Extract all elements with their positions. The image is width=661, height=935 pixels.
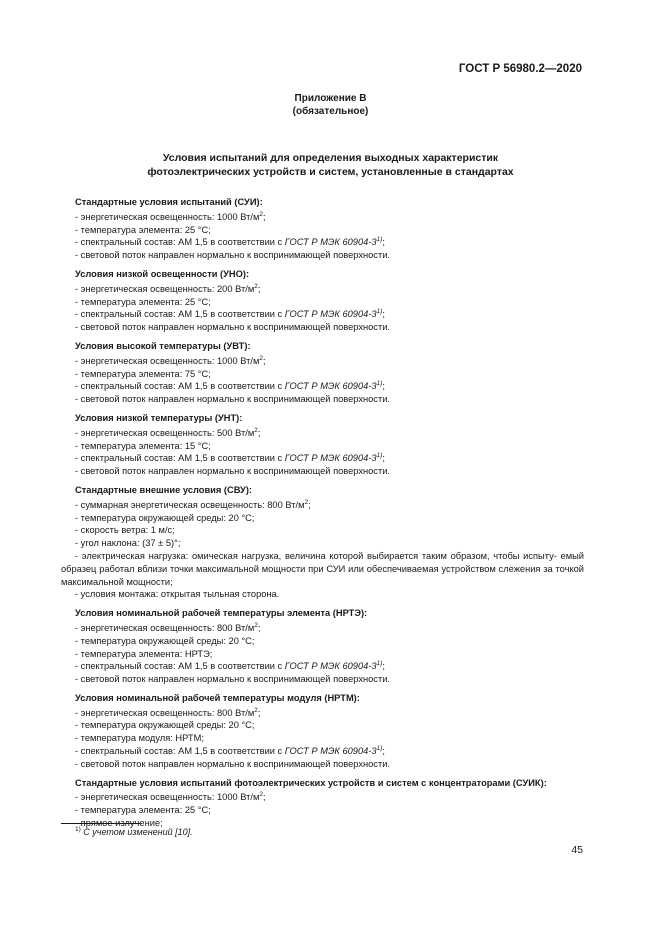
list-item: - энергетическая освещенность: 1000 $Вт/м^2$;: [75, 791, 266, 803]
section-title-uno: Условия низкой освещенности (УНО):: [75, 268, 250, 279]
list-item: - температура элемента: 25 °С;: [75, 296, 211, 307]
list-item: - спектральный состав: АМ 1,5 в соответствии с ГОСТ Р МЭК 60904-3$^{1)}$;: [75, 660, 385, 672]
main-title-line-1: Условия испытаний для определения выходных характеристик: [162, 152, 499, 164]
main-title-line-2: фотоэлектрических устройств и систем, установленные в стандартах: [147, 165, 514, 178]
list-item: - температура элемента: 15 °С;: [75, 440, 211, 451]
section-title-nrte: Условия номинальной рабочей температуры элемента (НРТЭ):: [75, 608, 368, 619]
section-title-uvt: Условия высокой температуры (УВТ):: [75, 340, 251, 351]
list-item: - световой поток направлен нормально к воспринимающей поверхности.: [75, 466, 390, 477]
list-item: - энергетическая освещенность: 800 $Вт/м^2$;: [75, 706, 261, 718]
list-item: - скорость ветра: 1 м/с;: [75, 525, 175, 536]
section-title-sui: Стандартные условия испытаний (СУИ):: [75, 197, 263, 207]
list-item: - прямое излучение;: [75, 818, 163, 829]
main-title: [0, 152, 661, 179]
list-item: - световой поток направлен нормально к воспринимающей поверхности.: [75, 674, 390, 685]
footnote: $^{1)}$ С учетом изменений [10].: [75, 826, 193, 837]
appendix-title: Приложение В: [294, 93, 367, 104]
list-item: - световой поток направлен нормально к воспринимающей поверхности.: [75, 322, 390, 333]
list-item: - энергетическая освещенность: 800 $Вт/м^2$;: [75, 621, 261, 633]
footnote-divider: [61, 823, 140, 824]
list-item: - температура элемента: 25 °С;: [75, 805, 211, 816]
list-item: - температура окружающей среды: 20 °С;: [75, 720, 255, 731]
list-item: - световой поток направлен нормально к воспринимающей поверхности.: [75, 758, 390, 769]
list-item: - спектральный состав: АМ 1,5 в соответствии с ГОСТ Р МЭК 60904-3$^{1)}$;: [75, 452, 385, 464]
list-item: - световой поток направлен нормально к воспринимающей поверхности.: [75, 394, 390, 405]
list-item: - энергетическая освещенность: 200 $Вт/м^2$;: [75, 282, 261, 294]
page-number: 45: [571, 844, 583, 856]
list-item: - спектральный состав: АМ 1,5 в соответствии с ГОСТ Р МЭК 60904-3$^{1)}$;: [75, 380, 385, 392]
list-item: - температура модуля: НРТМ;: [75, 733, 204, 744]
list-item: - температура элемента: НРТЭ;: [75, 648, 213, 659]
list-item: - спектральный состав: АМ 1,5 в соответствии с ГОСТ Р МЭК 60904-3$^{1)}$;: [75, 236, 385, 248]
list-item: - температура окружающей среды: 20 °С;: [75, 635, 255, 646]
document-body: [61, 196, 584, 830]
list-item: - энергетическая освещенность: 1000 $Вт/м^2$;: [75, 210, 266, 222]
list-item: - температура окружающей среды: 20 °С;: [75, 512, 255, 523]
list-item: - температура элемента: 25 °С;: [75, 224, 211, 235]
appendix-heading: [0, 92, 661, 118]
list-item: - энергетическая освещенность: 1000 $Вт/м^2$;: [75, 354, 266, 366]
section-title-suik: Стандартные условия испытаний фотоэлектрических устройств и систем с концентраторами (СУИК):: [75, 777, 547, 788]
section-title-svu: Стандартные внешние условия (СВУ):: [75, 484, 253, 495]
list-item: - температура элемента: 75 °С;: [75, 368, 211, 379]
list-item-load: - электрическая нагрузка: омическая нагрузка, величина которой выбирается таким образом, чтобы испыту- емый образец работал вблизи точки максимальной мощности при СУИ или обеспечиваемая устройством слежения за точкой максимальной мощности;: [61, 550, 584, 587]
list-item: - энергетическая освещенность: 500 $Вт/м^2$;: [75, 426, 261, 438]
list-item: - условия монтажа: открытая тыльная сторона.: [75, 589, 280, 600]
list-item: - световой поток направлен нормально к воспринимающей поверхности.: [75, 250, 390, 261]
list-item: - угол наклона: (37 ± 5)°;: [75, 538, 181, 549]
document-code: ГОСТ Р 56980.2—2020: [458, 63, 582, 75]
section-title-nrtm: Условия номинальной рабочей температуры модуля (НРТМ):: [75, 692, 360, 703]
list-item: - суммарная энергетическая освещенность: 800 $Вт/м^2$;: [75, 498, 311, 510]
appendix-status: (обязательное): [292, 106, 369, 117]
section-title-unt: Условия низкой температуры (УНТ):: [75, 412, 243, 423]
list-item: - спектральный состав: АМ 1,5 в соответствии с ГОСТ Р МЭК 60904-3$^{1)}$;: [75, 745, 385, 757]
list-item: - спектральный состав: АМ 1,5 в соответствии с ГОСТ Р МЭК 60904-3$^{1)}$;: [75, 308, 385, 320]
